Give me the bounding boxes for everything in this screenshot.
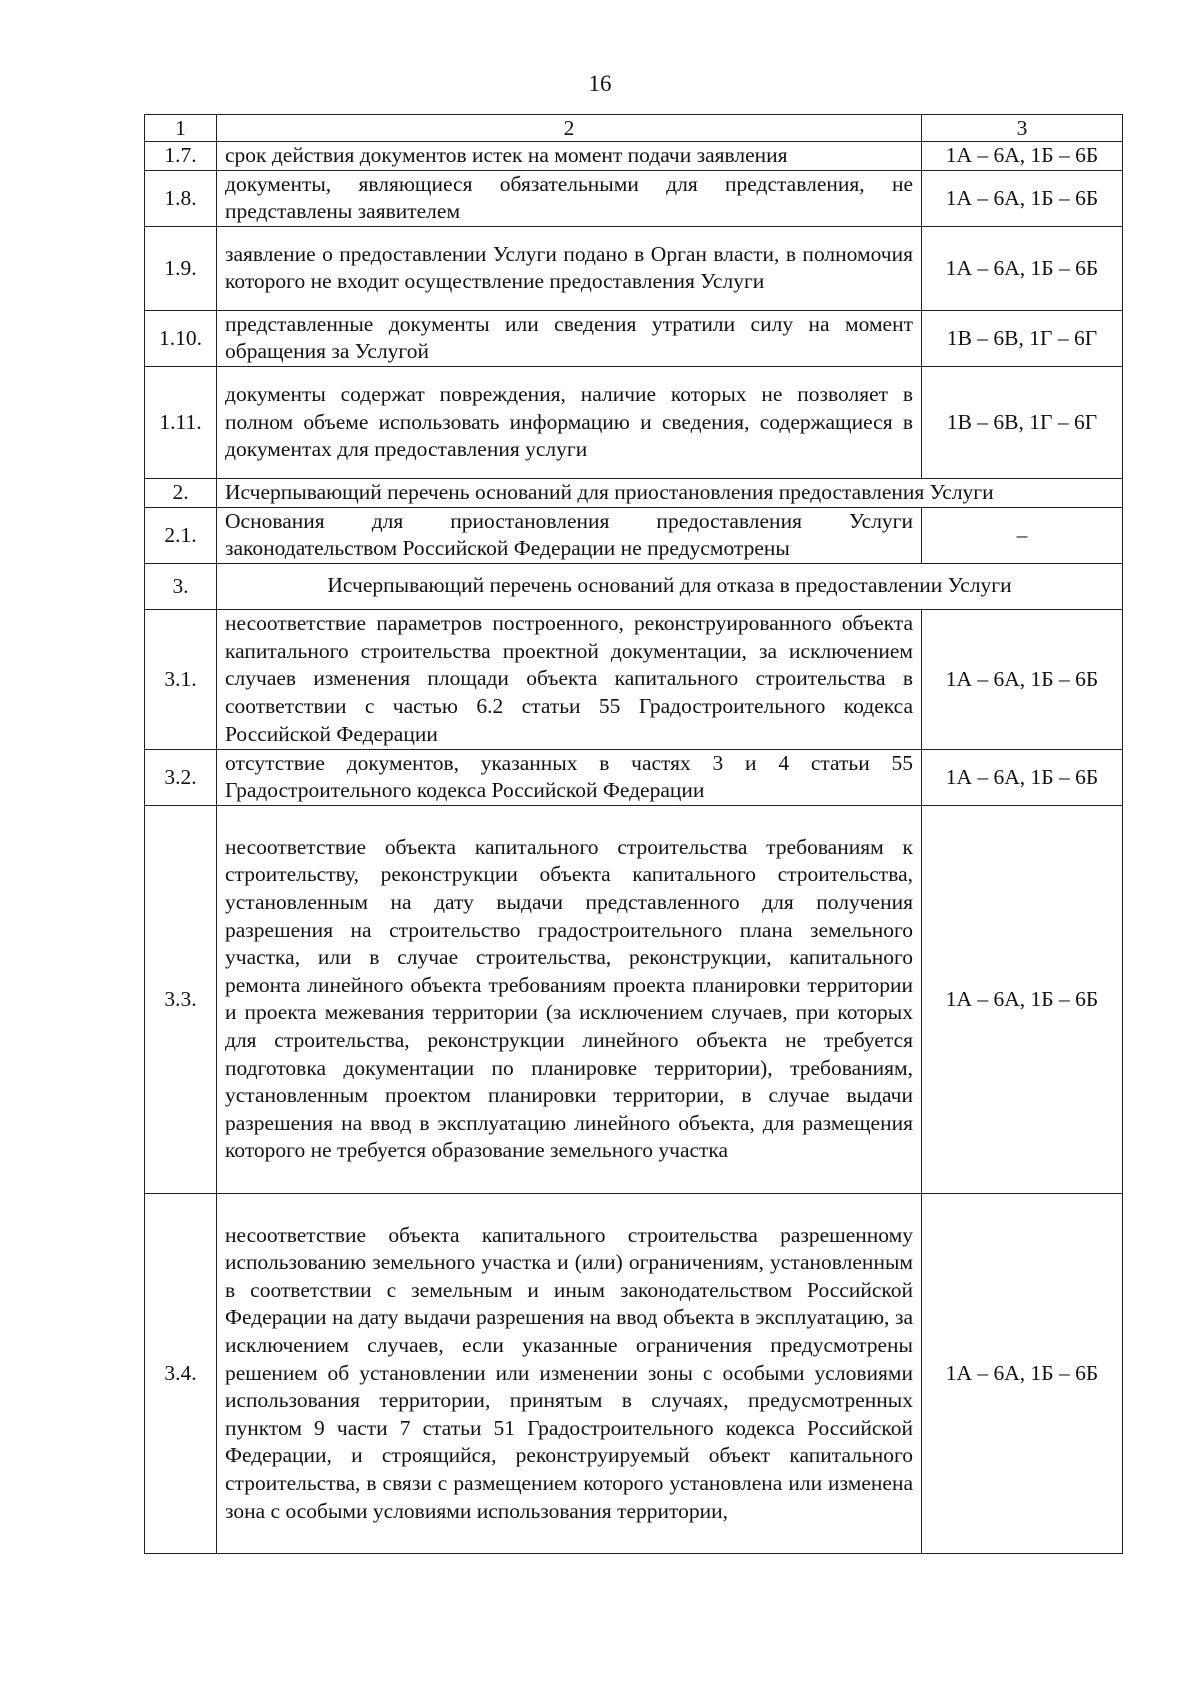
row-codes: 1В – 6В, 1Г – 6Г: [922, 366, 1123, 478]
row-number: 3.4.: [145, 1193, 217, 1553]
section-row: [145, 563, 1123, 609]
table-row: [145, 366, 1123, 478]
table-row: [145, 805, 1123, 1193]
row-text: Основания для приостановления предоставления Услуги законодательством Российской Федерации не предусмотрены: [217, 507, 922, 563]
row-text: документы содержат повреждения, наличие которых не позволяет в полном объеме использовать информацию и сведения, содержащиеся в документах для предоставления услуги: [217, 366, 922, 478]
row-number: 1.7.: [145, 142, 217, 171]
table-row: [145, 1193, 1123, 1553]
table-row: [145, 609, 1123, 749]
row-text: отсутствие документов, указанных в частях 3 и 4 статьи 55 Градостроительного кодекса Российской Федерации: [217, 749, 922, 805]
row-codes: 1А – 6А, 1Б – 6Б: [922, 226, 1123, 310]
page-number: 16: [588, 71, 612, 96]
row-text: представленные документы или сведения утратили силу на момент обращения за Услугой: [217, 310, 922, 366]
row-number: 1.11.: [145, 366, 217, 478]
document-table: [144, 114, 1123, 1554]
table-header-row: [145, 115, 1123, 142]
row-number: 1.9.: [145, 226, 217, 310]
table-row: [145, 226, 1123, 310]
row-codes: –: [922, 507, 1123, 563]
row-text: заявление о предоставлении Услуги подано в Орган власти, в полномочия которого не входит осуществление предоставления Услуги: [217, 226, 922, 310]
row-codes: 1А – 6А, 1Б – 6Б: [922, 805, 1123, 1193]
row-codes: 1В – 6В, 1Г – 6Г: [922, 310, 1123, 366]
row-number: 3.3.: [145, 805, 217, 1193]
row-text: несоответствие объекта капитального строительства разрешенному использованию земельного участка и (или) ограничениям, установленным в соответствии с земельным и иным законодательством Российской Федерации на дату выдачи разрешения на ввод объекта в эксплуатацию, за исключением случаев, если указанные ограничения предусмотрены решением об установлении или изменении зоны с особыми условиями использования территории, принятым в случаях, предусмотренных пунктом 9 части 7 статьи 51 Градостроительного кодекса Российской Федерации, и строящийся, реконструируемый объект капитального строительства, в связи с размещением которого установлена или изменена зона с особыми условиями использования территории,: [217, 1193, 922, 1553]
row-codes: 1А – 6А, 1Б – 6Б: [922, 142, 1123, 171]
row-number: 3.1.: [145, 609, 217, 749]
section-title: Исчерпывающий перечень оснований для приостановления предоставления Услуги: [217, 478, 1123, 507]
row-number: 3.2.: [145, 749, 217, 805]
row-codes: 1А – 6А, 1Б – 6Б: [922, 1193, 1123, 1553]
row-text: несоответствие параметров построенного, реконструированного объекта капитального строительства проектной документации, за исключением случаев изменения площади объекта капитального строительства в соответствии с частью 6.2 статьи 55 Градостроительного кодекса Российской Федерации: [217, 609, 922, 749]
row-number: 1.10.: [145, 310, 217, 366]
row-number: 2.1.: [145, 507, 217, 563]
section-row: [145, 478, 1123, 507]
table-row: [145, 170, 1123, 226]
table-row: [145, 749, 1123, 805]
row-number: 2.: [145, 478, 217, 507]
row-number: 1.8.: [145, 170, 217, 226]
row-codes: 1А – 6А, 1Б – 6Б: [922, 749, 1123, 805]
section-title: Исчерпывающий перечень оснований для отказа в предоставлении Услуги: [217, 563, 1123, 609]
column-header: 1: [145, 115, 217, 142]
row-number: 3.: [145, 563, 217, 609]
table-row: [145, 142, 1123, 171]
table-row: [145, 310, 1123, 366]
column-header: 3: [922, 115, 1123, 142]
row-text: несоответствие объекта капитального строительства требованиям к строительству, реконструкции объекта капитального строительства, установленным на дату выдачи представленного для получения разрешения на строительство градостроительного плана земельного участка, или в случае строительства, реконструкции, капитального ремонта линейного объекта требованиям проекта планировки территории и проекта межевания территории (за исключением случаев, при которых для строительства, реконструкции линейного объекта не требуется подготовка документации по планировке территории), требованиям, установленным проектом планировки территории, в случае выдачи разрешения на ввод в эксплуатацию линейного объекта, для размещения которого не требуется образование земельного участка: [217, 805, 922, 1193]
column-header: 2: [217, 115, 922, 142]
row-codes: 1А – 6А, 1Б – 6Б: [922, 609, 1123, 749]
row-text: срок действия документов истек на момент подачи заявления: [217, 142, 922, 171]
row-text: документы, являющиеся обязательными для представления, не представлены заявителем: [217, 170, 922, 226]
row-codes: 1А – 6А, 1Б – 6Б: [922, 170, 1123, 226]
table-row: [145, 507, 1123, 563]
